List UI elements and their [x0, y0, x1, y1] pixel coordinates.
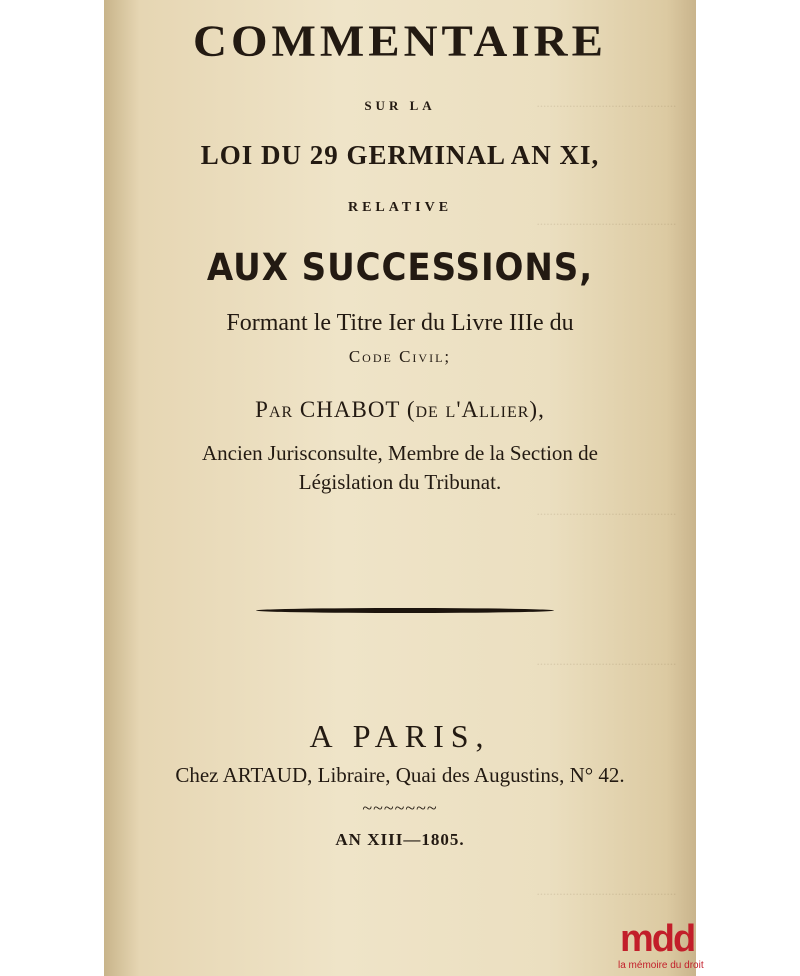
bleed-through-text: ...........................................	[536, 503, 676, 518]
mdd-logo-mark: mdd	[620, 918, 695, 960]
mdd-logo	[606, 918, 796, 974]
publisher-line: Chez ARTAUD, Libraire, Quai des Augustins, N° 42.	[175, 763, 625, 787]
date-line: AN XIII—1805.	[335, 830, 465, 849]
book-title: COMMENTAIRE	[193, 16, 607, 66]
loi-line: LOI DU 29 GERMINAL AN XI,	[200, 140, 600, 170]
aux-successions-line: AUX SUCCESSIONS,	[206, 246, 594, 289]
ornament-line: ~~~~~~~	[362, 798, 438, 818]
formant-line: Formant le Titre Ier du Livre IIIe du	[226, 310, 574, 336]
relative-line: RELATIVE	[347, 200, 453, 215]
sur-la-line: SUR LA	[364, 98, 436, 113]
mdd-logo-tagline: la mémoire du droit	[618, 960, 704, 971]
bleed-through-text: ...........................................	[536, 95, 676, 110]
place-line: A PARIS,	[309, 718, 491, 754]
bleed-through-text: ...........................................	[536, 653, 676, 668]
legislation-line: Législation du Tribunat.	[298, 470, 502, 494]
author-title-line: Ancien Jurisconsulte, Membre de la Section de	[202, 441, 598, 465]
decorative-rule	[256, 608, 554, 613]
bleed-through-text: ...........................................	[536, 213, 676, 228]
book-page	[104, 0, 696, 976]
author-line: Par CHABOT (de l'Allier),	[255, 397, 545, 422]
code-civil-line: Code Civil;	[348, 347, 452, 366]
bleed-through-text: ...........................................	[536, 883, 676, 898]
